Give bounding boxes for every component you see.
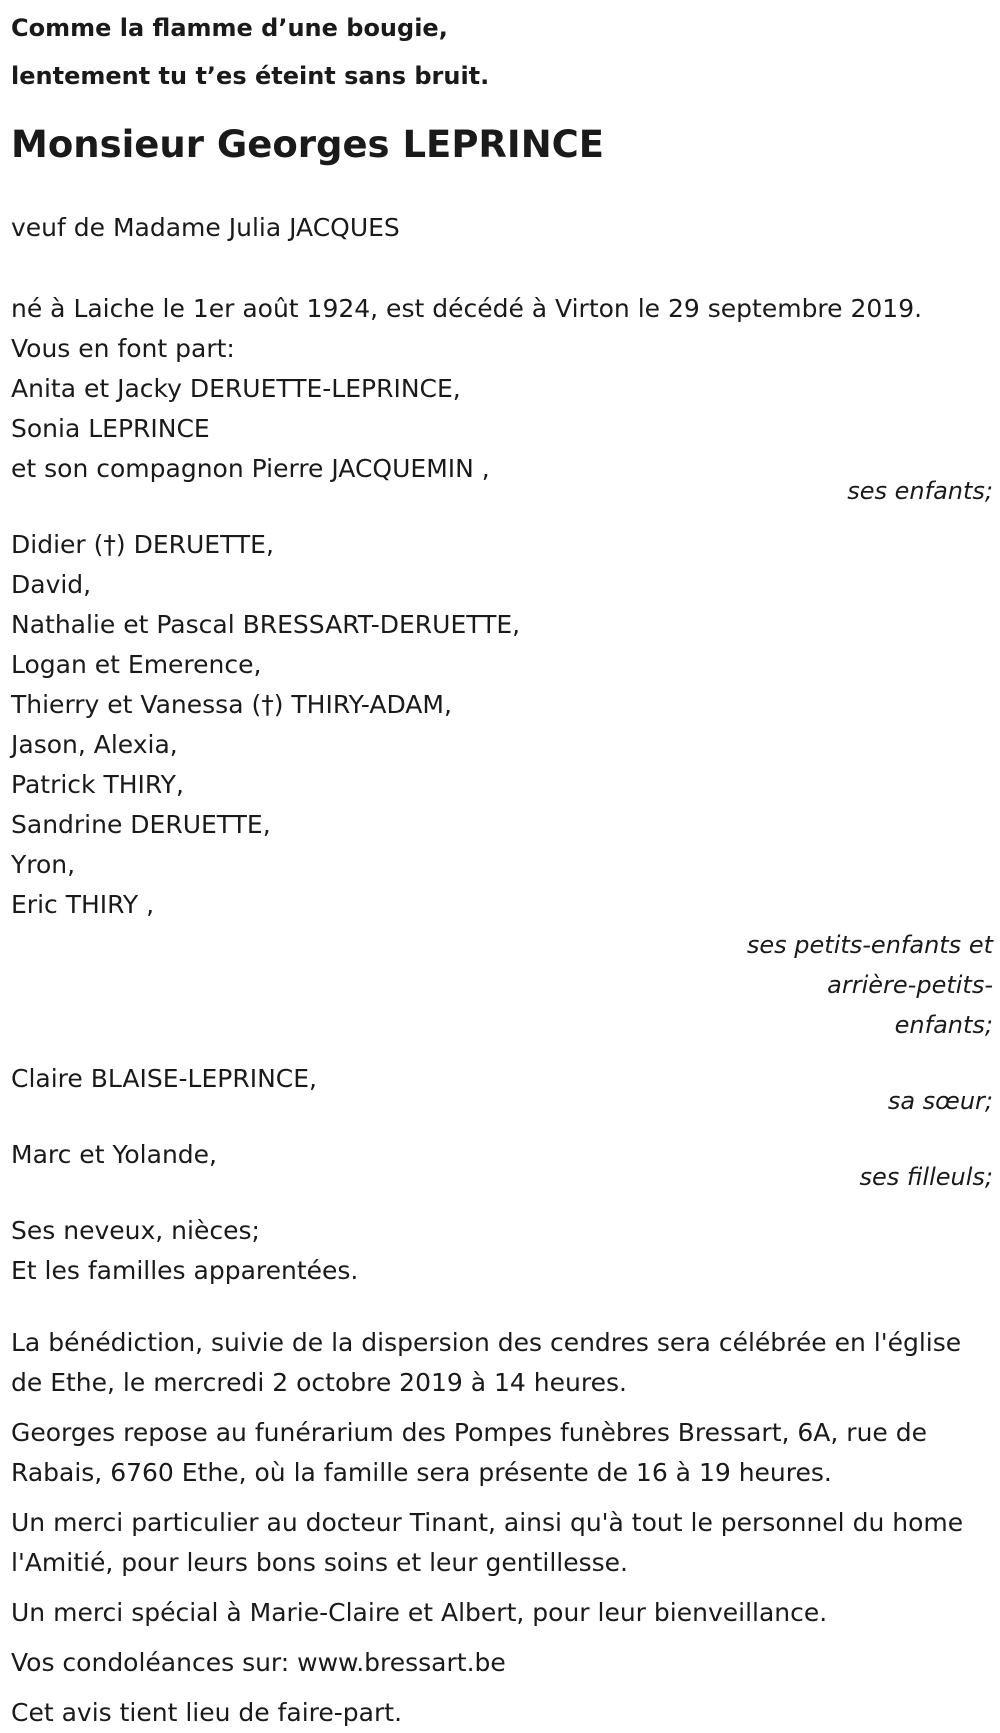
- ceremony-paragraph: La bénédiction, suivie de la dispersion des cendres sera célébrée en l'église de Ethe, le mercredi 2 octobre 2019 à 14 heures.: [11, 1328, 962, 1397]
- deceased-name: Monsieur Georges LEPRINCE: [11, 123, 605, 166]
- sister-relation: sa sœur;: [887, 1087, 993, 1115]
- grandchildren-list: [11, 525, 993, 925]
- list-item: Eric THIRY ,: [11, 890, 155, 919]
- godchildren-name: Marc et Yolande,: [11, 1140, 217, 1169]
- epigraph-line-1: Comme la flamme d’une bougie,: [11, 14, 448, 42]
- epigraph: [11, 4, 993, 100]
- list-item: Thierry et Vanessa (†) THIRY-ADAM,: [11, 690, 452, 719]
- widow-of: veuf de Madame Julia JACQUES: [11, 213, 400, 242]
- birth-death-details: né à Laiche le 1er août 1924, est décédé à Virton le 29 septembre 2019.: [11, 294, 923, 323]
- list-item: Yron,: [11, 850, 76, 879]
- related-families: Et les familles apparentées.: [11, 1256, 359, 1285]
- epigraph-line-2: lentement tu t’es éteint sans bruit.: [11, 62, 490, 90]
- nephews-nieces: Ses neveux, nièces;: [11, 1216, 260, 1245]
- list-item: Didier (†) DERUETTE,: [11, 530, 274, 559]
- thanks-special-paragraph: Un merci spécial à Marie-Claire et Albert, pour leur bienveillance.: [11, 1598, 828, 1627]
- condolences-paragraph: Vos condoléances sur: www.bressart.be: [11, 1648, 506, 1677]
- thanks-doctor-paragraph: Un merci particulier au docteur Tinant, ainsi qu'à tout le personnel du home l'Amitié, pour leurs bons soins et leur gentillesse.: [11, 1508, 964, 1577]
- grandchildren-group: [11, 525, 993, 1045]
- notice-paragraph: Cet avis tient lieu de faire-part.: [11, 1698, 403, 1727]
- other-relatives: [11, 1211, 993, 1291]
- announcers-intro: Vous en font part:: [11, 334, 235, 363]
- sister-group: [11, 1059, 993, 1121]
- list-item: et son compagnon Pierre JACQUEMIN ,: [11, 454, 490, 483]
- godchildren-group: [11, 1135, 993, 1197]
- sister-name: Claire BLAISE-LEPRINCE,: [11, 1064, 317, 1093]
- list-item: Anita et Jacky DERUETTE-LEPRINCE,: [11, 374, 461, 403]
- list-item: David,: [11, 570, 92, 599]
- list-item: Jason, Alexia,: [11, 730, 178, 759]
- children-relation: ses enfants;: [847, 477, 993, 505]
- grandchildren-relation: ses petits-enfants et arrière-petits-enfants;: [746, 931, 993, 1039]
- list-item: Patrick THIRY,: [11, 770, 184, 799]
- list-item: Logan et Emerence,: [11, 650, 262, 679]
- list-item: Sonia LEPRINCE: [11, 414, 210, 443]
- children-group: [11, 369, 993, 511]
- godchildren-relation: ses filleuls;: [859, 1163, 993, 1191]
- list-item: Sandrine DERUETTE,: [11, 810, 271, 839]
- details-section: [11, 1323, 993, 1733]
- list-item: Nathalie et Pascal BRESSART-DERUETTE,: [11, 610, 521, 639]
- funeral-home-paragraph: Georges repose au funérarium des Pompes funèbres Bressart, 6A, rue de Rabais, 6760 Ethe, où la famille sera présente de 16 à 19 heures.: [11, 1418, 927, 1487]
- obituary-notice: [11, 0, 993, 1733]
